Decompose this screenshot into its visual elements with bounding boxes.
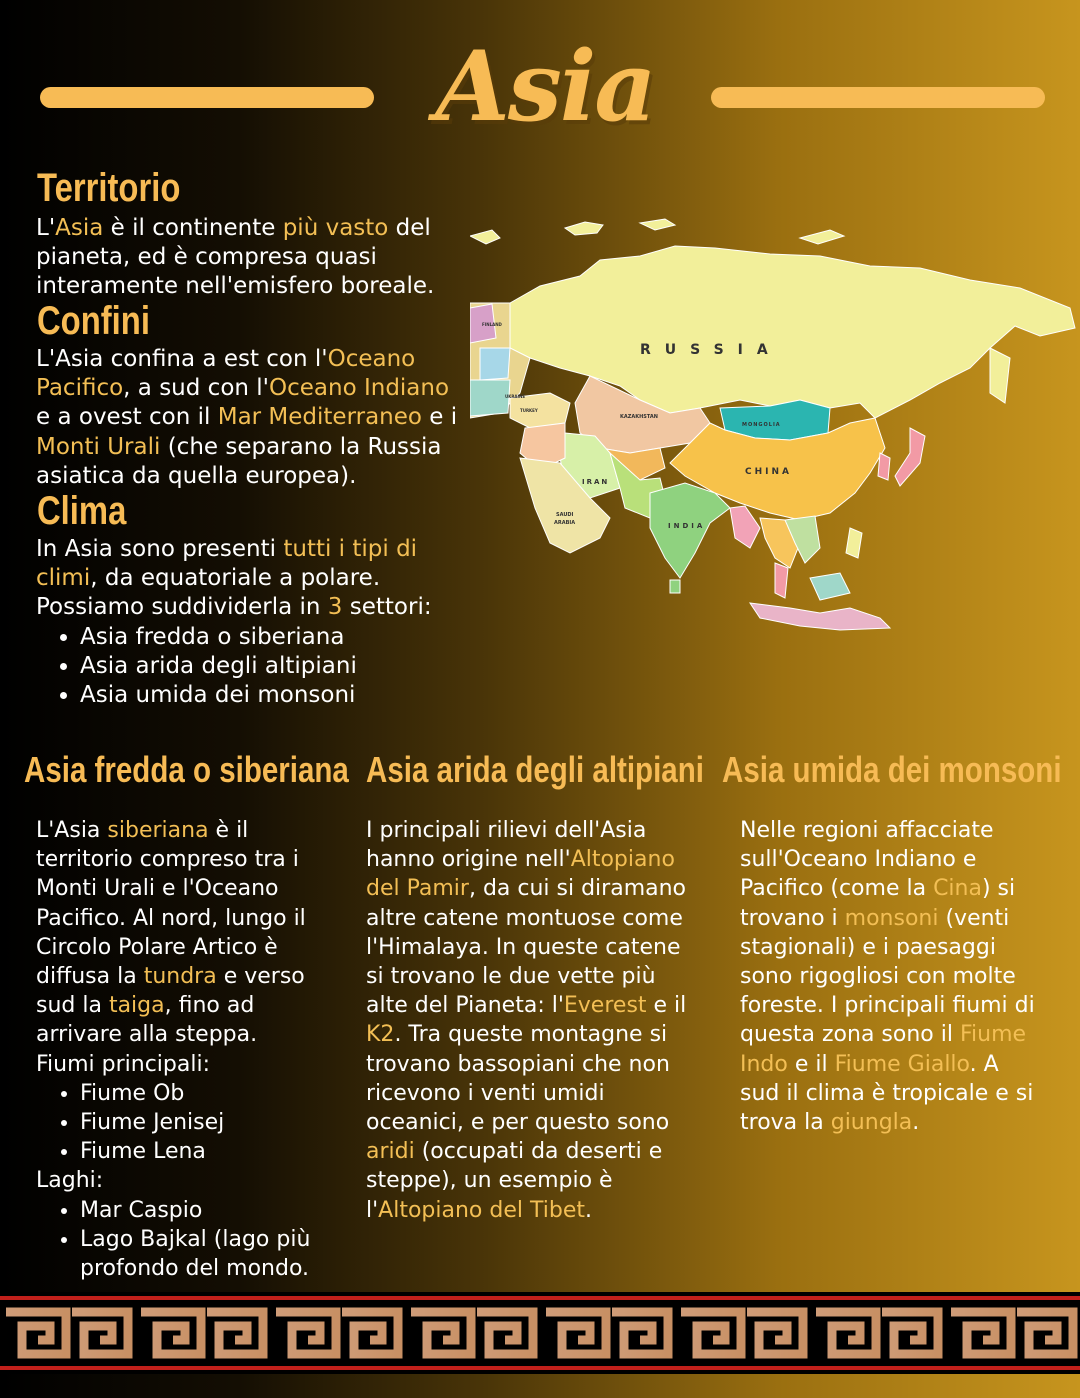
clima-list: [36, 623, 456, 711]
map-label-kazakhstan: KAZAKHSTAN: [620, 414, 658, 420]
laghi-list: [36, 1196, 336, 1284]
list-item: • Mar Caspio: [80, 1196, 336, 1225]
map-label-arabia: ARABIA: [554, 520, 576, 526]
laghi-label: Laghi:: [36, 1168, 104, 1194]
map-label-finland: FINLAND: [482, 322, 502, 327]
list-item: • Lago Bajkal (lago più profondo del mondo.: [80, 1225, 336, 1283]
fiumi-label: Fiumi principali:: [36, 1051, 211, 1077]
heading-asia-umida: Asia umida dei monsoni: [722, 749, 1062, 790]
map-label-turkey: TURKEY: [520, 408, 538, 413]
asia-umida-text: Nelle regioni affacciate sull'Oceano Indiano e Pacifico (come la Cina) si trovano i monsoni (venti stagionali) e i paesaggi sono rigogliosi con molte foreste. I principali fiumi di questa zona sono il Fiume Indo e il Fiume Giallo. A sud il clima è tropicale e si trova la giungla.: [740, 818, 1035, 1136]
header-bar-right: [711, 87, 1045, 108]
page-title: Asia: [435, 30, 655, 143]
map-label-saudi: SAUDI: [556, 512, 574, 518]
list-item: • Fiume Lena: [80, 1137, 336, 1166]
asia-arida-text: I principali rilievi dell'Asia hanno origine nell'Altopiano del Pamir, da cui si diramano altre catene montuose come l'Himalaya. In queste catene si trovano le due vette più alte del Pianeta: l'Everest e il K2. Tra queste montagne si trovano bassopiani che non ricevono i venti umidi oceanici, e per questo sono aridi (occupati da deserti e steppe), un esempio è l'Altopiano del Tibet.: [366, 818, 687, 1223]
asia-map: [470, 208, 1078, 648]
asia-fredda-text: L'Asia siberiana è il territorio compreso tra i Monti Urali e l'Oceano Pacifico. Al nord, lungo il Circolo Polare Artico è diffusa la tundra e verso sud la taiga, fino ad arrivare alla steppa. Fiumi principali: • Fiume Ob • Fiume Jenisej • Fiume Lena Laghi: • Mar Caspio • Lago Bajkal (lago più profondo del mondo.: [36, 816, 336, 1283]
map-label-mongolia: MONGOLIA: [742, 422, 781, 428]
list-item: • Asia arida degli altipiani: [80, 652, 456, 681]
list-item: • Fiume Jenisej: [80, 1108, 336, 1137]
map-label-iran: IRAN: [582, 478, 610, 486]
heading-asia-arida: Asia arida degli altipiani: [366, 749, 704, 790]
heading-confini: Confini: [37, 299, 150, 343]
territorio-text: L'Asia è il continente più vasto del pianeta, ed è compresa quasi interamente nell'emisfero boreale.: [36, 215, 435, 300]
list-item: • Fiume Ob: [80, 1079, 336, 1108]
map-label-china: CHINA: [745, 467, 792, 477]
header-bar-left: [40, 87, 374, 108]
map-label-russia: RUSSIA: [640, 342, 782, 358]
greek-key-border: [0, 1292, 1080, 1374]
fiumi-list: [36, 1079, 336, 1167]
list-item: • Asia umida dei monsoni: [80, 681, 456, 710]
heading-asia-fredda: Asia fredda o siberiana: [24, 749, 349, 790]
clima-text: In Asia sono presenti tutti i tipi di climi, da equatoriale a polare. Possiamo suddividerla in 3 settori: • Asia fredda o siberiana • Asia arida degli altipiani • Asia umida dei monsoni: [36, 535, 456, 710]
confini-text: L'Asia confina a est con l'Oceano Pacifico, a sud con l'Oceano Indiano e a ovest con il Mar Mediterraneo e i Monti Urali (che separano la Russia asiatica da quella europea).: [36, 346, 458, 489]
heading-territorio: Territorio: [37, 166, 181, 210]
heading-clima: Clima: [37, 489, 127, 533]
map-label-india: INDIA: [668, 522, 706, 530]
list-item: • Asia fredda o siberiana: [80, 623, 456, 652]
map-label-ukraine: UKRAINE: [505, 394, 526, 399]
